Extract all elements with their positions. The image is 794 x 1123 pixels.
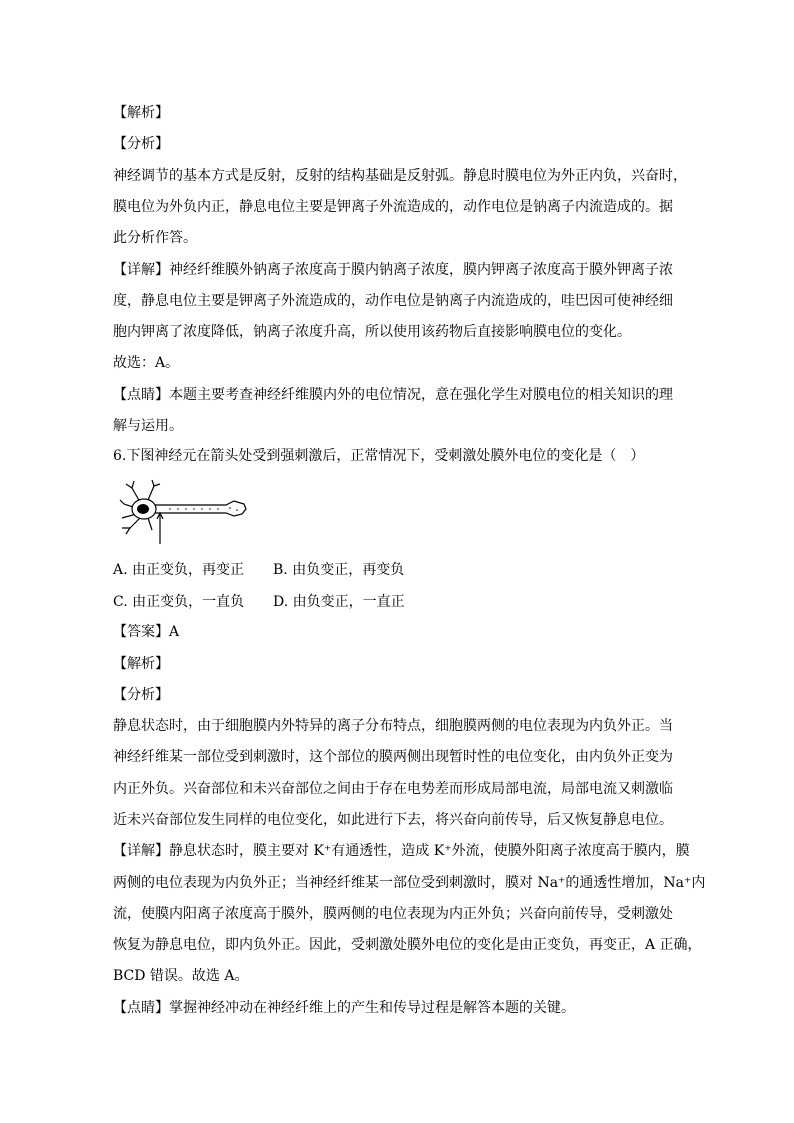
axon-dots — [169, 507, 238, 511]
section-heading-fenxi: 【分析】 — [113, 136, 169, 152]
comment-line: 【点睛】掌握神经冲动在神经纤维上的产生和传导过程是解答本题的关键。 — [113, 1000, 575, 1016]
section-heading-jiexi: 【解析】 — [113, 105, 169, 121]
option-d: D. 由负变正，一直正 — [273, 594, 405, 610]
detail-line: 胞内钾离了浓度降低，钠离子浓度升高，所以使用该药物后直接影响膜电位的变化。 — [113, 324, 631, 340]
option-b: B. 由负变正，再变负 — [273, 562, 405, 578]
choice-line: 故选：A。 — [113, 355, 180, 371]
comment-line: 解与运用。 — [113, 418, 183, 434]
analysis-line: 近未兴奋部位发生同样的电位变化，如此进行下去，将兴奋向前传导，后又恢复静息电位。 — [113, 812, 673, 828]
axon — [155, 501, 246, 516]
option-c: C. 由正变负，一直负 — [113, 594, 245, 610]
comment-line: 【点睛】本题主要考查神经纤维膜内外的电位情况，意在强化学生对膜电位的相关知识的理 — [113, 387, 673, 403]
analysis-line: 此分析作答。 — [113, 230, 197, 246]
nucleus — [137, 504, 149, 514]
detail-line: 【详解】神经纤维膜外钠离子浓度高于膜内钠离子浓度，膜内钾离子浓度高于膜外钾离子浓 — [113, 262, 673, 278]
detail-line: 【详解】静息状态时，膜主要对 K⁺有通透性，造成 K⁺外流，使膜外阳离子浓度高于膜内，膜 — [113, 843, 690, 859]
question-stem: 6.下图神经元在箭头处受到强刺激后，正常情况下，受刺激处膜外电位的变化是（ ） — [113, 448, 645, 464]
detail-line: 两侧的电位表现为内负外正；当神经纤维某一部位受到刺激时，膜对 Na⁺的通透性增加，Na⁺内 — [113, 875, 706, 891]
section-heading-fenxi: 【分析】 — [113, 687, 169, 703]
answer-line: 【答案】A — [113, 624, 180, 640]
analysis-line: 神经纤维某一部位受到刺激时，这个部位的膜两侧出现暂时性的电位变化，由内负外正变为 — [113, 749, 673, 765]
stimulus-arrow-icon — [157, 513, 163, 544]
section-heading-jiexi: 【解析】 — [113, 656, 169, 672]
analysis-line: 膜电位为外负内正，静息电位主要是钾离子外流造成的，动作电位是钠离子内流造成的。据 — [113, 199, 673, 215]
analysis-line: 静息状态时，由于细胞膜内外特异的离子分布特点，细胞膜两侧的电位表现为内负外正。当 — [113, 718, 673, 734]
detail-line: 度，静息电位主要是钾离子外流造成的，动作电位是钠离子内流造成的，哇巴因可使神经细 — [113, 293, 673, 309]
detail-line: BCD 错误。故选 A。 — [113, 968, 249, 984]
detail-line: 流，使膜内阳离子浓度高于膜外，膜两侧的电位表现为内正外负；兴奋向前传导，受刺激处 — [113, 906, 673, 922]
detail-line: 恢复为静息电位，即内负外正。因此，受刺激处膜外电位的变化是由正变负，再变正，A 正确， — [113, 937, 702, 953]
analysis-line: 内正外负。兴奋部位和未兴奋部位之间由于存在电势差而形成局部电流，局部电流又刺激临 — [113, 781, 673, 797]
analysis-line: 神经调节的基本方式是反射，反射的结构基础是反射弧。静息时膜电位为外正内负，兴奋时， — [113, 168, 687, 184]
neuron-diagram — [118, 478, 250, 546]
option-a: A. 由正变负，再变正 — [113, 562, 245, 578]
